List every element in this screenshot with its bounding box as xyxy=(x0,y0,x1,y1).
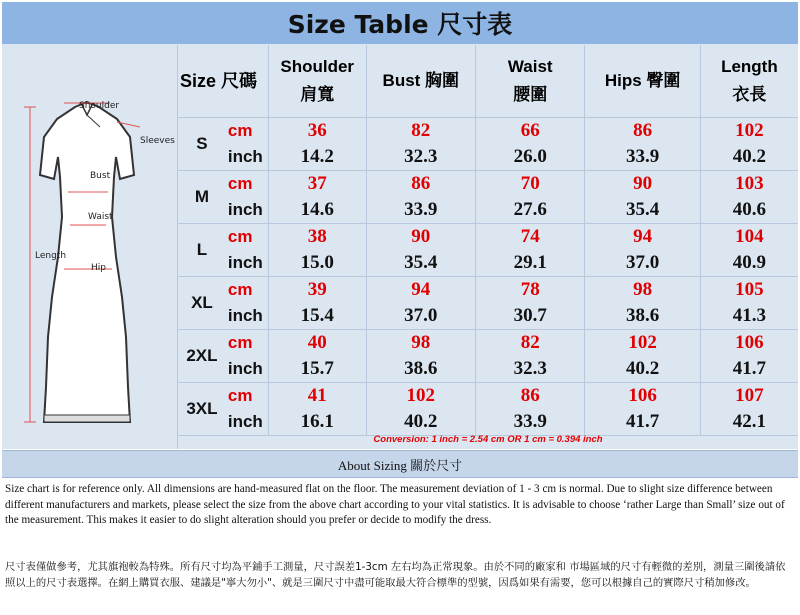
inch-value-cell: 15.7 xyxy=(268,356,366,383)
inch-value-cell: 38.6 xyxy=(366,356,475,383)
inch-value-cell: 40.2 xyxy=(366,409,475,436)
inch-value-cell: 33.9 xyxy=(585,144,700,171)
size-label: S xyxy=(178,118,226,171)
cm-value-cell: 86 xyxy=(585,118,700,145)
about-sizing-bar xyxy=(2,450,798,478)
cm-value-cell: 70 xyxy=(476,171,585,198)
unit-cm-label: cm xyxy=(226,118,268,145)
cm-value-cell: 94 xyxy=(585,224,700,251)
inch-value-cell: 40.6 xyxy=(700,197,798,224)
size-label: M xyxy=(178,171,226,224)
cm-value-cell: 41 xyxy=(268,383,366,410)
inch-value-cell: 26.0 xyxy=(476,144,585,171)
size-label: 2XL xyxy=(178,330,226,383)
shoulder-column-header: Shoulder 肩寬 xyxy=(268,45,366,118)
table-row-cm xyxy=(178,171,798,198)
table-row-cm xyxy=(178,277,798,304)
inch-value-cell: 32.3 xyxy=(366,144,475,171)
dress-diagram xyxy=(2,45,178,449)
unit-inch-label: inch xyxy=(226,409,268,436)
inch-value-cell: 40.9 xyxy=(700,250,798,277)
unit-cm-label: cm xyxy=(226,330,268,357)
unit-inch-label: inch xyxy=(226,144,268,171)
cm-value-cell: 38 xyxy=(268,224,366,251)
cm-value-cell: 102 xyxy=(366,383,475,410)
inch-value-cell: 16.1 xyxy=(268,409,366,436)
cm-value-cell: 78 xyxy=(476,277,585,304)
cm-value-cell: 98 xyxy=(585,277,700,304)
cm-value-cell: 40 xyxy=(268,330,366,357)
table-row-cm xyxy=(178,383,798,410)
shoulder-label: Shoulder xyxy=(79,101,120,111)
inch-value-cell: 35.4 xyxy=(585,197,700,224)
table-row-inch xyxy=(178,250,798,277)
cm-value-cell: 74 xyxy=(476,224,585,251)
inch-value-cell: 40.2 xyxy=(585,356,700,383)
inch-value-cell: 29.1 xyxy=(476,250,585,277)
unit-inch-label: inch xyxy=(226,356,268,383)
size-label: L xyxy=(178,224,226,277)
cm-value-cell: 82 xyxy=(476,330,585,357)
waist-column-header: Waist 腰圍 xyxy=(476,45,585,118)
inch-value-cell: 38.6 xyxy=(585,303,700,330)
page-title: Size Table 尺寸表 xyxy=(287,10,513,39)
size-label: XL xyxy=(178,277,226,330)
cm-value-cell: 66 xyxy=(476,118,585,145)
bust-label: Bust xyxy=(90,171,111,181)
about-sizing-english: Size chart is for reference only. All dimensions are hand-measured flat on the floor. The measurement deviation of 1 - 3 cm is normal. Due to slight size difference between different manufacturers and markets, please select the size from the above chart according to your vital statistics. It is advisable to choose ‘rather Large than Small’ size out of the measurement. This makes it easier to do slight alteration should you prefer or decide to modify the dress. xyxy=(5,483,785,526)
size-column-header: Size 尺碼 xyxy=(178,45,268,118)
hips-column-header: Hips 臀圍 xyxy=(585,45,700,118)
cm-value-cell: 102 xyxy=(735,120,764,141)
cm-value-cell: 98 xyxy=(366,330,475,357)
size-label: 3XL xyxy=(178,383,226,436)
table-row-inch xyxy=(178,409,798,436)
unit-cm-label: cm xyxy=(226,383,268,410)
bust-column-header: Bust 胸圍 xyxy=(366,45,475,118)
about-sizing-chinese: 尺寸表僅做參考，尤其旗袍較為特殊。所有尺寸均為平鋪手工測量，尺寸誤差1-3cm 左右均為正常現象。由於不同的廠家和 市場區域的尺寸有輕微的差別，測量三圍後請依照以上的尺寸表選擇。在網上購買衣服、建議是"寧大勿小"、就是三圍尺寸中盡可能取最大符合標準的型號，因爲如果有需要，您可以根據自己的實際尺寸稍加修改。 xyxy=(5,561,786,589)
conversion-note: Conversion: 1 inch = 2.54 cm OR 1 cm = 0.394 inch xyxy=(373,434,603,445)
inch-value-cell: 41.7 xyxy=(585,409,700,436)
inch-value-cell: 37.0 xyxy=(366,303,475,330)
inch-value-cell: 33.9 xyxy=(366,197,475,224)
cm-value-cell: 37 xyxy=(268,171,366,198)
inch-value-cell: 30.7 xyxy=(476,303,585,330)
table-row-inch xyxy=(178,197,798,224)
cm-value-cell: 90 xyxy=(366,224,475,251)
sleeves-label: Sleeves xyxy=(140,136,175,146)
table-row-cm xyxy=(178,330,798,357)
cm-value-cell: 82 xyxy=(366,118,475,145)
cm-value-cell: 102 xyxy=(585,330,700,357)
size-rows xyxy=(178,118,798,436)
cm-value-cell: 39 xyxy=(268,277,366,304)
table-header-row xyxy=(178,45,798,118)
inch-value-cell: 32.3 xyxy=(476,356,585,383)
about-sizing-title: About Sizing 關於尺寸 xyxy=(337,457,463,473)
cm-value-cell: 107 xyxy=(735,385,764,406)
cm-value-cell: 103 xyxy=(735,173,764,194)
inch-value-cell: 14.6 xyxy=(268,197,366,224)
inch-value-cell: 35.4 xyxy=(366,250,475,277)
inch-value-cell: 40.2 xyxy=(700,144,798,171)
inch-value-cell: 27.6 xyxy=(476,197,585,224)
unit-cm-label: cm xyxy=(226,277,268,304)
inch-value-cell: 33.9 xyxy=(476,409,585,436)
inch-value-cell: 41.3 xyxy=(700,303,798,330)
length-label: Length xyxy=(35,251,67,261)
unit-inch-label: inch xyxy=(226,303,268,330)
inch-value-cell: 14.2 xyxy=(268,144,366,171)
unit-cm-label: cm xyxy=(226,224,268,251)
cm-value-cell: 106 xyxy=(735,332,764,353)
unit-cm-label: cm xyxy=(226,171,268,198)
inch-value-cell: 15.0 xyxy=(268,250,366,277)
cm-value-cell: 86 xyxy=(366,171,475,198)
inch-value-cell: 42.1 xyxy=(700,409,798,436)
waist-label: Waist xyxy=(88,212,113,222)
table-row-inch xyxy=(178,303,798,330)
cm-value-cell: 106 xyxy=(585,383,700,410)
unit-inch-label: inch xyxy=(226,197,268,224)
inch-value-cell: 41.7 xyxy=(700,356,798,383)
length-column-header: Length 衣長 xyxy=(700,45,798,118)
table-row-cm xyxy=(178,118,798,145)
cm-value-cell: 104 xyxy=(735,226,764,247)
hip-label: Hip xyxy=(91,263,106,273)
dress-illustration xyxy=(12,97,162,437)
size-table xyxy=(178,45,798,436)
cm-value-cell: 94 xyxy=(366,277,475,304)
inch-value-cell: 37.0 xyxy=(585,250,700,277)
table-row-inch xyxy=(178,144,798,171)
table-row-cm xyxy=(178,224,798,251)
table-row-inch xyxy=(178,356,798,383)
cm-value-cell: 105 xyxy=(735,279,764,300)
cm-value-cell: 90 xyxy=(585,171,700,198)
inch-value-cell: 15.4 xyxy=(268,303,366,330)
cm-value-cell: 86 xyxy=(476,383,585,410)
unit-inch-label: inch xyxy=(226,250,268,277)
cm-value-cell: 36 xyxy=(268,118,366,145)
title-bar xyxy=(2,2,798,45)
